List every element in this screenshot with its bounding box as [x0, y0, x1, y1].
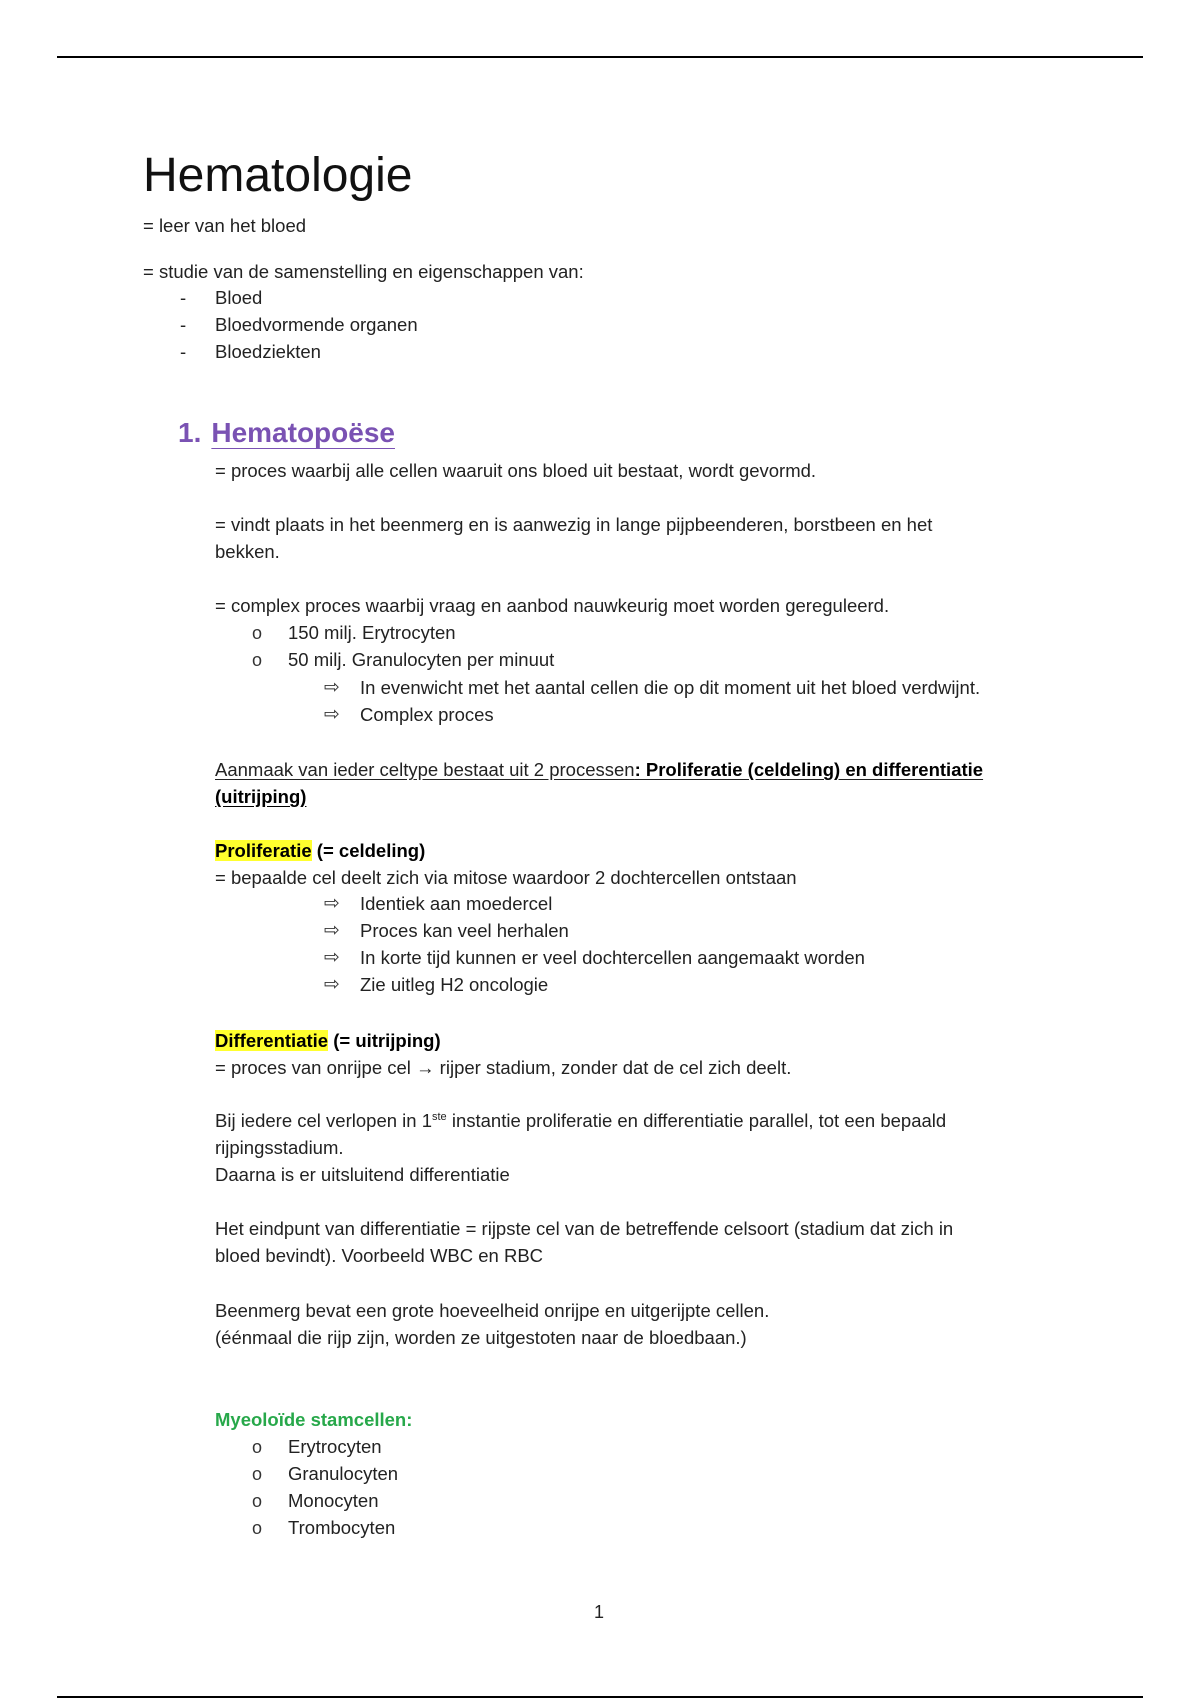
circle-bullet: o [252, 1491, 263, 1511]
list-item: Erytrocyten [288, 1436, 382, 1457]
header-rule [57, 56, 1143, 58]
paragraph-text: Bij iedere cel verlopen in 1 [215, 1110, 432, 1131]
paragraph-text: instantie proliferatie en differentiatie parallel, tot een bepaald [446, 1110, 947, 1131]
term-explanation: (= celdeling) [311, 840, 426, 861]
differentiatie-heading [215, 1030, 441, 1052]
paragraph: = proces waarbij alle cellen waaruit ons bloed uit bestaat, wordt gevormd. [215, 460, 817, 481]
study-definition: = studie van de samenstelling en eigenschappen van: [143, 261, 584, 282]
arrow-bullet-icon: ⇨ [324, 677, 340, 698]
paragraph: Beenmerg bevat een grote hoeveelheid onrijpe en uitgerijpte cellen. [215, 1300, 770, 1321]
list-item: Granulocyten [288, 1463, 399, 1484]
superscript: ste [432, 1111, 447, 1123]
section-heading-text: Hematopoëse [211, 417, 395, 448]
list-item: In korte tijd kunnen er veel dochtercellen aangemaakt worden [360, 947, 865, 968]
list-item: Proces kan veel herhalen [360, 920, 569, 941]
paragraph: bloed bevindt). Voorbeeld WBC en RBC [215, 1245, 544, 1266]
paragraph: Het eindpunt van differentiatie = rijpste cel van de betreffende celsoort (stadium dat zich in [215, 1218, 954, 1239]
list-item: Zie uitleg H2 oncologie [360, 974, 549, 995]
aanmaak-bold: : Proliferatie (celdeling) en differentiatie [634, 759, 984, 780]
list-item: Bloedziekten [215, 341, 321, 362]
circle-bullet: o [252, 650, 263, 670]
list-item: Trombocyten [288, 1517, 396, 1538]
list-dash: - [180, 314, 187, 335]
highlighted-term: Proliferatie [215, 840, 312, 861]
circle-bullet: o [252, 1437, 263, 1457]
section-number: 1. [178, 417, 202, 448]
page-number: 1 [594, 1602, 605, 1622]
footer-rule [57, 1696, 1143, 1698]
paragraph: bekken. [215, 541, 280, 562]
paragraph: (éénmaal die rijp zijn, worden ze uitgestoten naar de bloedbaan.) [215, 1327, 747, 1348]
arrow-bullet-icon: ⇨ [324, 947, 340, 968]
arrow-bullet-icon: ⇨ [324, 704, 340, 725]
list-dash: - [180, 287, 187, 308]
circle-bullet: o [252, 1464, 263, 1484]
aanmaak-paragraph [215, 759, 983, 781]
paragraph: rijpingsstadium. [215, 1137, 344, 1158]
page-title: Hematologie [143, 149, 413, 202]
list-item: 50 milj. Granulocyten per minuut [288, 649, 555, 670]
highlighted-term: Differentiatie [215, 1030, 329, 1051]
proliferatie-heading [215, 840, 425, 862]
paragraph: = complex proces waarbij vraag en aanbod nauwkeurig moet worden gereguleerd. [215, 595, 890, 616]
paragraph: = vindt plaats in het beenmerg en is aanwezig in lange pijpbeenderen, borstbeen en het [215, 514, 933, 535]
paragraph: = proces van onrijpe cel → rijper stadium, zonder dat de cel zich deelt. [215, 1057, 792, 1078]
term-explanation: (= uitrijping) [328, 1030, 441, 1051]
aanmaak-bold-continued: (uitrijping) [215, 786, 307, 807]
list-item: 150 milj. Erytrocyten [288, 622, 456, 643]
list-item: In evenwicht met het aantal cellen die op dit moment uit het bloed verdwijnt. [360, 677, 981, 698]
arrow-bullet-icon: ⇨ [324, 893, 340, 914]
list-item: Monocyten [288, 1490, 379, 1511]
list-item: Bloedvormende organen [215, 314, 418, 335]
list-item: Identiek aan moedercel [360, 893, 553, 914]
aanmaak-plain: Aanmaak van ieder celtype bestaat uit 2 processen [215, 759, 635, 780]
myeloid-heading: Myeoloïde stamcellen: [215, 1409, 413, 1430]
circle-bullet: o [252, 623, 263, 643]
section-heading [178, 417, 395, 449]
arrow-bullet-icon: ⇨ [324, 974, 340, 995]
definition-line: = leer van het bloed [143, 215, 307, 236]
arrow-bullet-icon: ⇨ [324, 920, 340, 941]
list-dash: - [180, 341, 187, 362]
paragraph: Daarna is er uitsluitend differentiatie [215, 1164, 510, 1185]
list-item: Bloed [215, 287, 263, 308]
circle-bullet: o [252, 1518, 263, 1538]
paragraph [215, 1110, 946, 1132]
paragraph: = bepaalde cel deelt zich via mitose waardoor 2 dochtercellen ontstaan [215, 867, 797, 888]
list-item: Complex proces [360, 704, 494, 725]
